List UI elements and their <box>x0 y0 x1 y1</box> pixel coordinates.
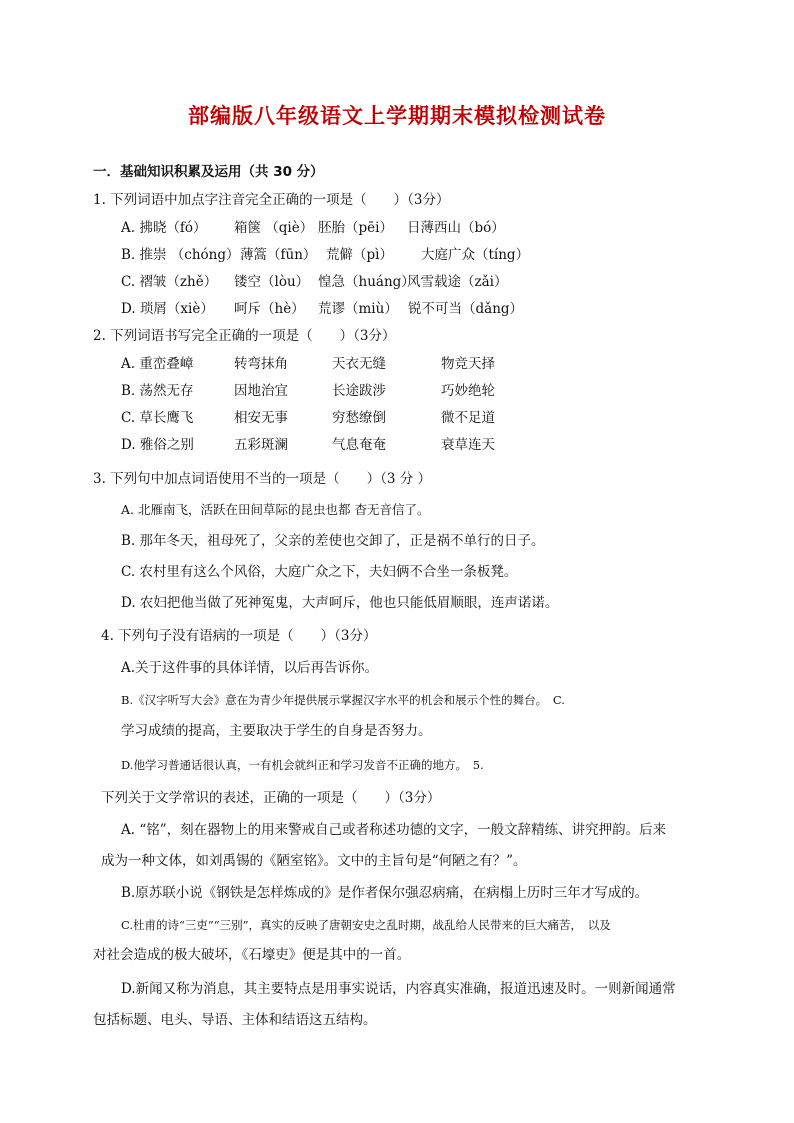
q2-option-b-col2: 因地治宜 <box>234 383 288 399</box>
q2-option-c-col4: 微不足道 <box>441 410 495 426</box>
q2-option-d-col2: 五彩斑澜 <box>234 437 288 453</box>
q1-option-a-col1: A. 拂晓（fó） <box>121 220 207 236</box>
q2-option-b-col4: 巧妙绝轮 <box>441 383 495 399</box>
q1-option-c-col4: 风雪载途（zǎi） <box>407 274 508 290</box>
q4-option-b: B.《汉字听写大会》意在为青少年提供展示掌握汉字水平的机会和展示个性的舞台。 C. <box>121 693 565 707</box>
q2-option-a-col4: 物竞天择 <box>441 356 495 372</box>
q1-option-d-col4: 锐不可当（dǎng） <box>408 301 524 317</box>
q2-option-c-col3: 穷愁缭倒 <box>332 410 386 426</box>
q4-stem: 4. 下列句子没有语病的一项是（ ）（3分） <box>101 628 377 644</box>
q2-option-d-col3: 气息奄奄 <box>332 437 386 453</box>
q2-option-c-col1: C. 草长鹰飞 <box>121 410 194 426</box>
q2-option-b-col3: 长途跋涉 <box>332 383 386 399</box>
q3-stem: 3. 下列句中加点词语使用不当的一项是（ ）（3 分 ） <box>93 471 432 487</box>
q2-option-d-col4: 衰草连天 <box>441 437 495 453</box>
q5-option-a-line1: A. “铭”，刻在器物上的用来警戒自己或者称述功德的文字，一般文辞精练、讲究押韵。后来 <box>121 822 667 838</box>
q1-option-c-col1: C. 褶皱（zhě） <box>121 274 218 290</box>
q4-option-c: 学习成绩的提高，主要取决于学生的自身是否努力。 <box>121 723 432 739</box>
q5-stem: 下列关于文学常识的表述，正确的一项是（ ）（3分） <box>101 790 441 806</box>
q3-option-b: B. 那年冬天，祖母死了，父亲的差使也交卸了，正是祸不单行的日子。 <box>121 533 545 549</box>
q1-option-d-col2: 呵斥（hè） <box>234 301 305 317</box>
q1-option-a-col2: 箱箧 （qiè） <box>234 220 314 236</box>
q1-option-a-col3: 胚胎（pēi） <box>318 220 393 236</box>
q3-option-c: C. 农村里有这么个风俗，大庭广众之下，夫妇俩不合坐一条板凳。 <box>121 564 518 580</box>
q1-option-b-col4: 大庭广众（tíng） <box>421 247 530 263</box>
q5-option-d-line1: D.新闻又称为消息，其主要特点是用事实说话，内容真实准确，报道迅速及时。一则新闻通常 <box>121 981 676 997</box>
q2-option-d-col1: D. 雅俗之别 <box>121 437 194 453</box>
q2-option-a-col1: A. 重峦叠嶂 <box>121 356 194 372</box>
q2-option-a-col3: 天衣无缝 <box>332 356 386 372</box>
q5-option-b: B.原苏联小说《钢铁是怎样炼成的》是作者保尔强忍病痛，在病榻上历时三年才写成的。 <box>121 885 649 901</box>
q1-stem: 1. 下列词语中加点字注音完全正确的一项是（ ）（3分） <box>93 192 450 208</box>
q2-option-c-col2: 相安无事 <box>234 410 288 426</box>
q4-option-d: D.他学习普通话很认真，一有机会就纠正和学习发音不正确的地方。 5. <box>121 758 484 772</box>
section-heading: 一．基础知识积累及运用（共 30 分） <box>93 164 324 180</box>
q1-option-b-col3: 荒僻（pì） <box>326 247 393 263</box>
q5-option-c-line1: C.杜甫的诗“三吏”“三别”，真实的反映了唐朝安史之乱时期，战乱给人民带来的巨大痛苦， 以及 <box>121 918 611 932</box>
page-title: 部编版八年级语文上学期期末模拟检测试卷 <box>188 104 606 128</box>
q3-option-d: D. 农妇把他当做了死神冤鬼，大声呵斥，他也只能低眉顺眼，连声诺诺。 <box>121 595 559 611</box>
q2-option-b-col1: B. 荡然无存 <box>121 383 194 399</box>
q5-option-a-line2: 成为一种文体，如刘禹锡的《陋室铭》。文中的主旨句是“何陋之有？”。 <box>101 853 527 869</box>
q1-option-c-col3: 惶急（huáng） <box>318 274 415 290</box>
q1-option-b-col2: 薄篙（fūn） <box>240 247 317 263</box>
q3-option-a: A. 北雁南飞，活跃在田间草际的昆虫也都 杳无音信了。 <box>121 502 430 517</box>
q1-option-a-col4: 日薄西山（bó） <box>407 220 505 236</box>
q2-stem: 2. 下列词语书写完全正确的一项是（ ）（3分） <box>93 328 396 344</box>
q5-option-d-line2: 包括标题、电头、导语、主体和结语这五结构。 <box>93 1012 377 1028</box>
q2-option-a-col2: 转弯抹角 <box>234 356 288 372</box>
q4-option-a: A.关于这件事的具体详情，以后再告诉你。 <box>121 660 379 676</box>
q1-option-c-col2: 镂空（lòu） <box>234 274 310 290</box>
q1-option-d-col3: 荒谬（miù） <box>318 301 398 317</box>
q1-option-b-col1: B. 推崇 （chóng） <box>121 247 240 263</box>
q1-option-d-col1: D. 琐屑（xiè） <box>121 301 214 317</box>
q5-option-c-line2: 对社会造成的极大破坏，《石壕吏》便是其中的一首。 <box>93 947 411 963</box>
